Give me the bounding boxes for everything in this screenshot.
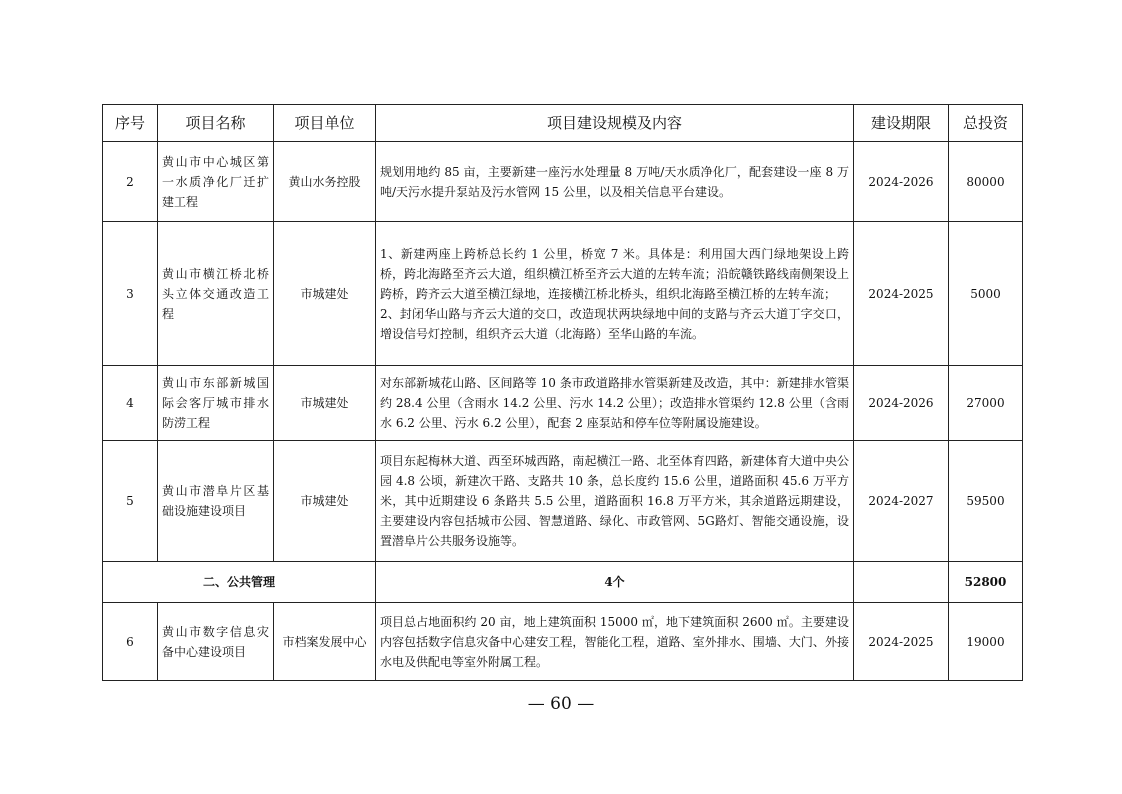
row-no: 5 [103, 441, 158, 562]
table-row [103, 603, 1023, 681]
row-content [376, 222, 854, 366]
header-content: 项目建设规模及内容 [376, 105, 854, 142]
row-content [376, 142, 854, 222]
row-project-name: 黄山市横江桥北桥头立体交通改造工程 [158, 222, 274, 366]
row-project-name: 黄山市东部新城国际会客厅城市排水防涝工程 [158, 366, 274, 441]
row-investment: 27000 [949, 366, 1023, 441]
section-count: 4个 [376, 562, 854, 603]
row-period: 2024-2025 [854, 603, 949, 681]
table-row [103, 366, 1023, 441]
header-name: 项目名称 [158, 105, 274, 142]
content-paragraph: 对东部新城花山路、区间路等 10 条市政道路排水管渠新建及改造，其中：新建排水管渠约 28.4 公里（含雨水 14.2 公里、污水 14.2 公里）；改造排水管渠约 12.8 公里（含雨水 6.2 公里、污水 6.2 公里），配套 2 座泵站和停车位等附属设施建设。 [380, 376, 849, 430]
header-unit: 项目单位 [274, 105, 376, 142]
table-row [103, 441, 1023, 562]
table-row [103, 142, 1023, 222]
content-paragraph: 项目总占地面积约 20 亩，地上建筑面积 15000 ㎡，地下建筑面积 2600 ㎡。主要建设内容包括数字信息灾备中心建安工程，智能化工程，道路、室外排水、围墙、大门、外接水电及供配电等室外附属工程。 [380, 614, 849, 669]
section-title: 二、公共管理 [103, 562, 376, 603]
row-unit: 市城建处 [274, 222, 376, 366]
row-no: 3 [103, 222, 158, 366]
row-project-name: 黄山市中心城区第一水质净化厂迁扩建工程 [158, 142, 274, 222]
row-unit: 市城建处 [274, 366, 376, 441]
row-period: 2024-2025 [854, 222, 949, 366]
row-content [376, 441, 854, 562]
row-no: 6 [103, 603, 158, 681]
header-period: 建设期限 [854, 105, 949, 142]
content-paragraph: 1、新建两座上跨桥总长约 1 公里，桥宽 7 米。具体是：利用国大西门绿地架设上跨桥，跨北海路至齐云大道，组织横江桥至齐云大道的左转车流；沿皖赣铁路线南侧架设上跨桥，跨齐云大道至横江绿地，连接横江桥北桥头，组织北海路至横江桥的左转车流； [380, 246, 849, 301]
row-period: 2024-2027 [854, 441, 949, 562]
row-period: 2024-2026 [854, 142, 949, 222]
project-table [102, 104, 1023, 681]
section-period [854, 562, 949, 603]
row-unit: 黄山水务控股 [274, 142, 376, 222]
row-project-name: 黄山市数字信息灾备中心建设项目 [158, 603, 274, 681]
content-paragraph: 规划用地约 85 亩，主要新建一座污水处理量 8 万吨/天水质净化厂，配套建设一座 8 万吨/天污水提升泵站及污水管网 15 公里，以及相关信息平台建设。 [380, 164, 849, 199]
row-no: 4 [103, 366, 158, 441]
table-row [103, 222, 1023, 366]
content-paragraph: 2、封闭华山路与齐云大道的交口，改造现状两块绿地中间的支路与齐云大道丁字交口，增设信号灯控制，组织齐云大道（北海路）至华山路的车流。 [380, 306, 849, 341]
row-period: 2024-2026 [854, 366, 949, 441]
section-row [103, 562, 1023, 603]
header-investment: 总投资 [949, 105, 1023, 142]
row-investment: 19000 [949, 603, 1023, 681]
row-investment: 59500 [949, 441, 1023, 562]
content-paragraph: 项目东起梅林大道、西至环城西路，南起横江一路、北至体育四路，新建体育大道中央公园 4.8 公顷，新建次干路、支路共 10 条，总长度约 15.6 公里，道路面积 45.6 万平方米，其中近期建设 6 条路共 5.5 公里，道路面积 16.8 万平方米，其余道路远期建设，主要建设内容包括城市公园、智慧道路、绿化、市政管网、5G路灯、智能交通设施，设置潜阜片公共服务设施等。 [380, 454, 849, 548]
row-content [376, 603, 854, 681]
section-investment: 52800 [949, 562, 1023, 603]
row-unit: 市城建处 [274, 441, 376, 562]
row-unit: 市档案发展中心 [274, 603, 376, 681]
row-investment: 80000 [949, 142, 1023, 222]
table-header-row [103, 105, 1023, 142]
row-investment: 5000 [949, 222, 1023, 366]
header-no: 序号 [103, 105, 158, 142]
row-no: 2 [103, 142, 158, 222]
page-number: — 60 — [527, 694, 595, 714]
row-content [376, 366, 854, 441]
row-project-name: 黄山市潜阜片区基础设施建设项目 [158, 441, 274, 562]
